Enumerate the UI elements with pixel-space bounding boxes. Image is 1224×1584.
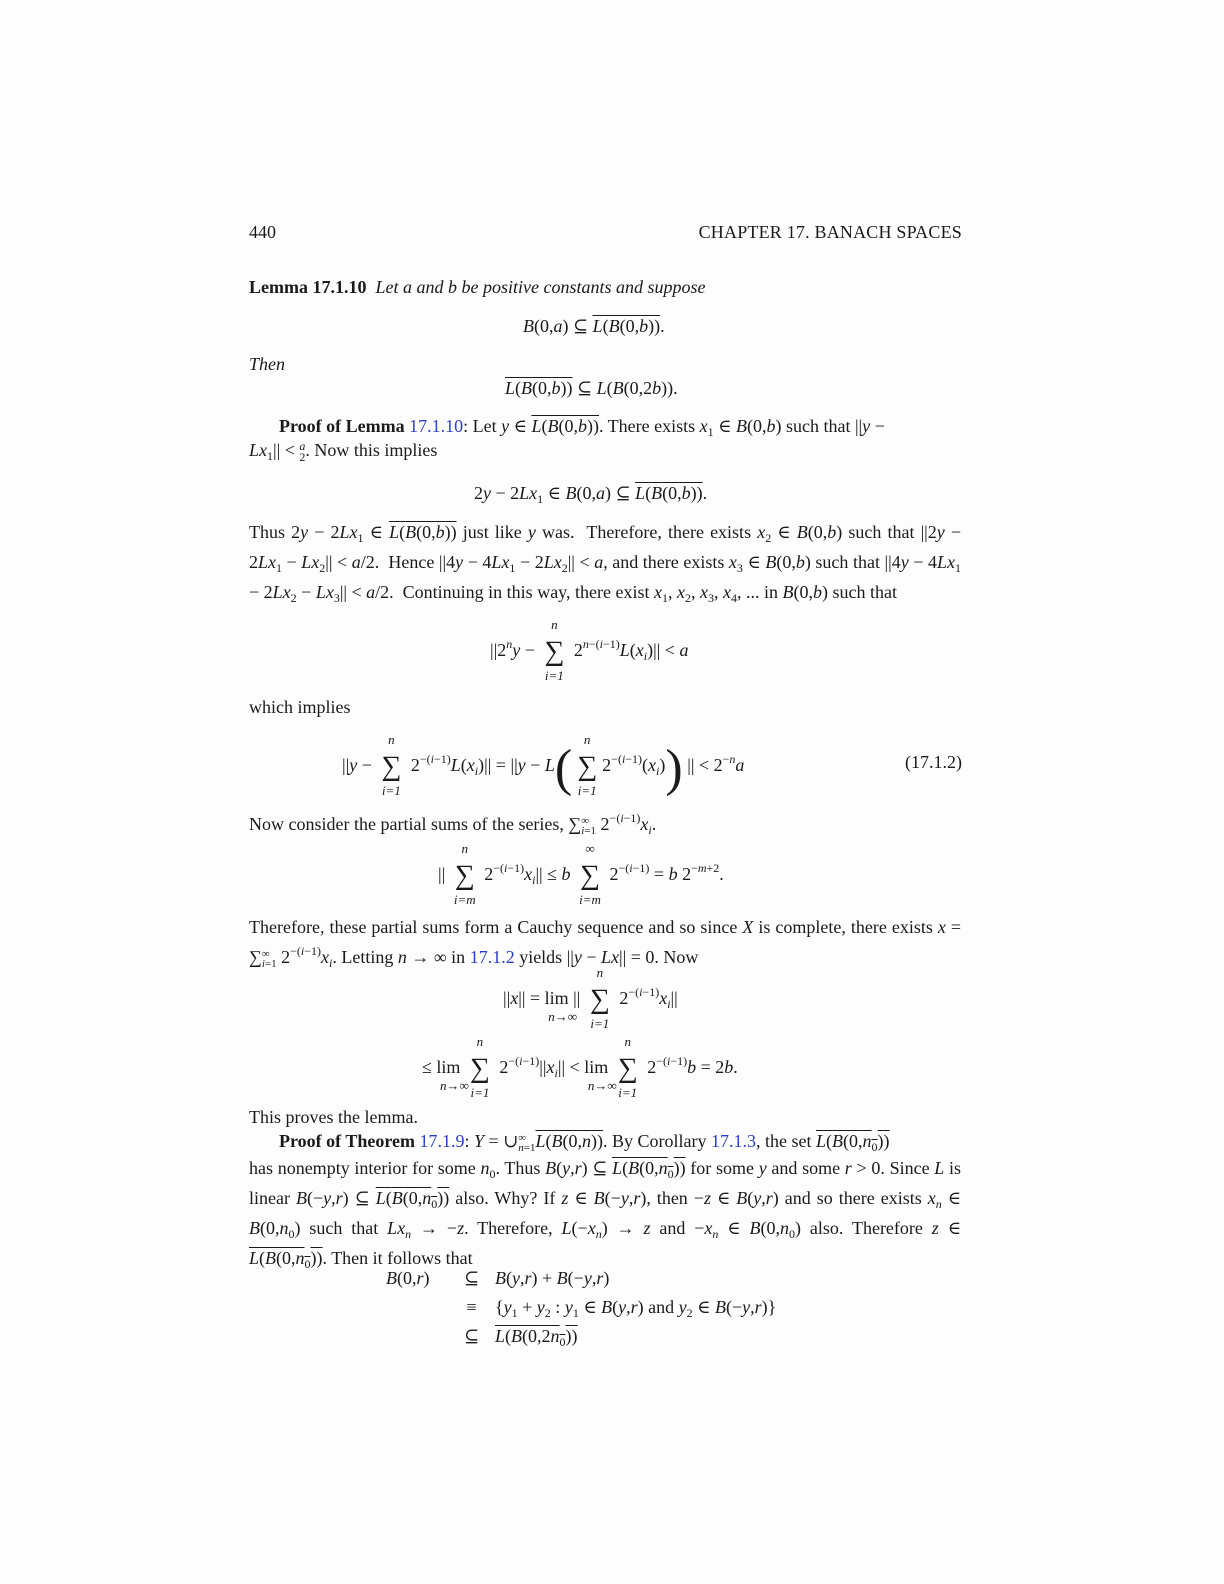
equation-partial-sum: || n ∑ i=m $2^{-(i-1)}x_i|| \le b$ ∞ ∑ i=m $2^{-(i-1)} = b$ $2^{-m+2}$.	[438, 841, 724, 908]
align-row-1: B(0,r) ⊆ B(y,r) + B(−y,r)	[386, 1268, 610, 1288]
lemma-display-2: L(B(0,b)) ⊆ L(B(0,2b)).	[505, 378, 678, 398]
proof-theorem-line-1: Proof of Theorem 17.1.9: Y = ∪∞ n=1L(B(0,n)). By Corollary 17.1.3, the set $L(B(0,n_0))$	[279, 1131, 890, 1154]
lemma-display-1: B(0,a) ⊆ L(B(0,b)).	[523, 316, 665, 336]
proof-display-1: $2y - 2Lx_1$ ∈ B(0,a) ⊆ L(B(0,b)).	[474, 483, 708, 506]
which-implies: which implies	[249, 697, 351, 717]
eq-ref-link[interactable]: 17.1.2	[469, 947, 515, 967]
lemma-statement	[249, 277, 705, 298]
theorem-ref-link[interactable]: 17.1.9	[419, 1131, 465, 1151]
proof-lemma-label: Proof of Lemma	[279, 416, 405, 436]
running-head: CHAPTER 17. BANACH SPACES	[698, 222, 962, 242]
proof-paragraph-1: Thus $2y - 2Lx_1$ ∈ L(B(0,b)) just like y was. Therefore, there exists $x_2$ ∈ B(0,b) such that $||2y - 2Lx_1 - Lx_2|| < a/2$. Hence $||4y - 4Lx_1 - 2Lx_2|| < a$, and there exists $x_3$ ∈ B(0,b) such that $||4y - 4Lx_1 - 2Lx_2 - Lx_3|| < a/2$. Continuing in this way, there exist $x_1$, $x_2$, $x_3$, $x_4$, ... in B(0,b) such that	[249, 522, 962, 605]
lemma-text: Let a and b be positive constants and suppose	[375, 277, 706, 297]
equation-sum-1: $||2^ny$ − n ∑ i=1 $2^{n-(i-1)}L(x_i)|| < a$	[490, 617, 689, 684]
page-number: 440	[249, 222, 276, 242]
proof-lemma-line-1: Proof of Lemma 17.1.10: Let y ∈ L(B(0,b)). There exists $x_1$ ∈ B(0,b) such that ||y −	[279, 416, 885, 439]
proof-theorem-paragraph: has nonempty interior for some $n_0$. Thus B(y,r) ⊆ $L(B(0,n_0))$ for some y and some r > 0. Since L is linear B(−y,r) ⊆ $L(B(0,n_0))$ also. Why? If z ∈ B(−y,r), then −z ∈ B(y,r) and so there exists $x_n$ ∈ $B(0,n_0)$ such that $Lx_n \to -z$. Therefore, $L(-x_n) \to z$ and $-x_n$ ∈ $B(0,n_0)$ also. Therefore z ∈ $L(B(0,n_0))$. Then it follows that	[249, 1158, 962, 1271]
equation-norm-bound: ≤ lim n→∞ n ∑ i=1 $2^{-(i-1)}||x_i|| < \lim$ n→∞ n ∑ i=1 $2^{-(i-1)}b = 2b$.	[422, 1034, 738, 1101]
lemma-ref-link[interactable]: 17.1.10	[409, 416, 464, 436]
align-row-2: ≡ {$y_1 + y_2$ : $y_1$ ∈ B(y,r) and $y_2$ ∈ B(−y,r)}	[466, 1297, 777, 1320]
corollary-ref-link[interactable]: 17.1.3	[710, 1131, 756, 1151]
lemma-conclusion: This proves the lemma.	[249, 1107, 418, 1127]
lemma-label: Lemma 17.1.10	[249, 277, 367, 297]
therefore-paragraph: Therefore, these partial sums form a Cauchy sequence and so since X is complete, there exists x = ∑∞ i=1 $2^{-(i-1)}x_i$. Letting n → ∞ in 17.1.2 yields ||y − Lx|| = 0. Now	[249, 917, 962, 970]
equation-17-1-2: ||y − n ∑ i=1 $2^{-(i-1)}L(x_i)|| = ||y - L$( n ∑ i=1 $2^{-(i-1)}(x_i)$) || < $2^{-n}a$	[342, 731, 745, 798]
equation-tag: (17.1.2)	[905, 752, 962, 772]
proof-theorem-label: Proof of Theorem	[279, 1131, 415, 1151]
align-row-3: ⊆ $L(B(0,2n_0))$	[463, 1326, 578, 1349]
partial-sums-line: Now consider the partial sums of the series, ∑∞ i=1 $2^{-(i-1)}x_i$.	[249, 811, 657, 837]
proof-lemma-line-2: $Lx_1|| < a$ 2. Now this implies	[249, 438, 438, 464]
lemma-then: Then	[249, 354, 285, 374]
equation-norm-x: ||x|| = lim n→∞ || n ∑ i=1 $2^{-(i-1)}x_i||$	[503, 965, 678, 1032]
